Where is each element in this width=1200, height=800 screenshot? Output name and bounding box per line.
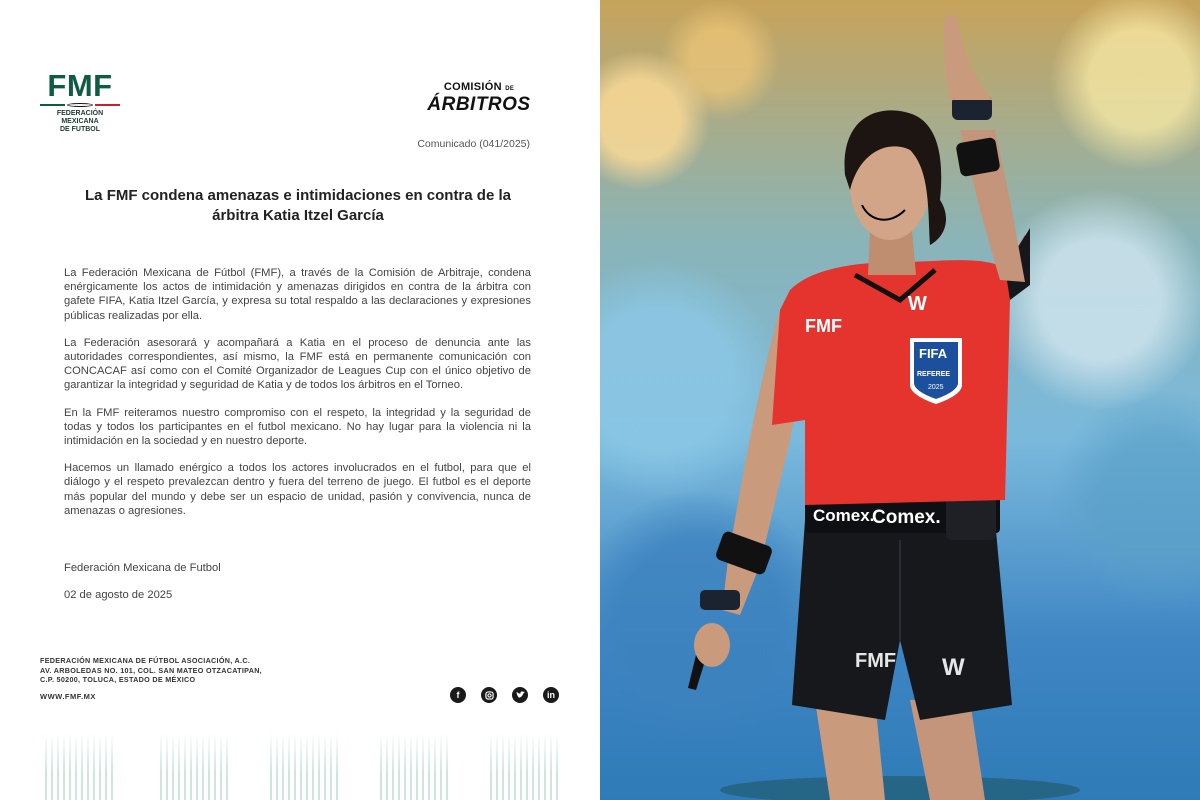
paragraph: Hacemos un llamado enérgico a todos los actores involucrados en el futbol, para que el diálogo y el respeto prevalezcan dentro y fuera del terreno de juego. El futbol es el deporte más popular del mundo y debe ser un espacio de unidad, pasión y convivencia, nunca de amenazas o agresiones. <box>64 462 531 517</box>
fmf-logo-subtitle-line2: DE FUTBOL <box>59 126 101 133</box>
comision-logo-line1: COMISIÓN <box>443 81 502 93</box>
social-links <box>450 687 559 703</box>
jersey-fmf-logo: FMF <box>805 316 842 336</box>
comunicado-number: Comunicado (041/2025) <box>417 138 530 150</box>
address-line: FEDERACIÓN MEXICANA DE FÚTBOL ASOCIACIÓN, A.C. <box>40 656 251 665</box>
document-date: 02 de agosto de 2025 <box>64 589 173 601</box>
jersey-wilson-logo: W <box>908 293 927 315</box>
signature: Federación Mexicana de Futbol <box>64 562 221 574</box>
decorative-stripes <box>0 730 600 800</box>
paragraph: En la FMF reiteramos nuestro compromiso con el respeto, la integridad y la seguridad de todas y todos los participantes en el futbol mexicano. No hay lugar para la violencia ni la intimidación en la sociedad y en nuestro deporte. <box>64 406 531 448</box>
body-text <box>64 266 531 531</box>
soccer-ball-icon <box>67 103 94 107</box>
comision-logo-de: DE <box>505 86 515 92</box>
shorts-wilson-logo: W <box>942 654 965 681</box>
address-line: C.P. 50200, TOLUCA, ESTADO DE MÉXICO <box>40 675 196 684</box>
paragraph: La Federación Mexicana de Fútbol (FMF), a través de la Comisión de Arbitraje, condena enérgicamente los actos de intimidación y amenazas dirigidos en contra de la árbitra con gafete FIFA, Katia Itzel García, y expresa su total respaldo a las declaraciones y expresiones públicas realizadas por ella. <box>64 267 531 322</box>
watch <box>700 590 740 610</box>
paragraph: La Federación asesorará y acompañará a Katia en el proceso de denuncia ante las autoridades correspondientes, así mismo, la FMF está en permanente comunicación con CONCACAF así como con el Comité Organizador de Leagues Cup con el único objetivo de garantizar la integridad y seguridad de Katia y de todos los árbitros en el Torneo. <box>64 336 531 392</box>
page-title: La FMF condena amenazas e intimidaciones en contra de la árbitra Katia Itzel García <box>85 187 511 224</box>
linkedin-icon[interactable]: in <box>543 687 559 703</box>
comision-logo-line2: ÁRBITROS <box>427 94 531 115</box>
fifa-referee-text: REFEREE <box>917 371 951 378</box>
shorts <box>792 520 1012 720</box>
belt-sponsor-1: Comex. <box>813 506 875 525</box>
referee-photo <box>600 0 1200 800</box>
facebook-icon[interactable]: f <box>450 687 466 703</box>
raised-hand <box>944 15 992 100</box>
website-link[interactable]: WWW.FMF.MX <box>40 692 96 701</box>
fmf-logo-subtitle-line1: FEDERACIÓN MEXICANA <box>56 110 104 125</box>
jersey <box>772 235 1030 505</box>
fmf-logo-bar <box>40 103 120 106</box>
belt-sponsor-2: Comex. <box>872 507 941 528</box>
fmf-logo-mark: FMF <box>47 68 113 103</box>
fmf-logo-subtitle <box>38 110 122 134</box>
fifa-badge-text: FIFA <box>919 346 948 361</box>
shorts-fmf-logo: FMF <box>855 650 897 672</box>
twitter-icon[interactable] <box>512 687 528 703</box>
fmf-logo <box>38 70 122 134</box>
arm-band <box>955 137 1000 177</box>
instagram-icon[interactable] <box>481 687 497 703</box>
referee-illustration <box>600 0 1200 800</box>
footer-address <box>40 656 262 685</box>
fifa-year-text: 2025 <box>928 384 944 391</box>
address-line: AV. ARBOLEDAS NO. 101, COL. SAN MATEO OTZACATIPAN, <box>40 665 262 675</box>
comision-arbitros-logo <box>424 82 534 115</box>
